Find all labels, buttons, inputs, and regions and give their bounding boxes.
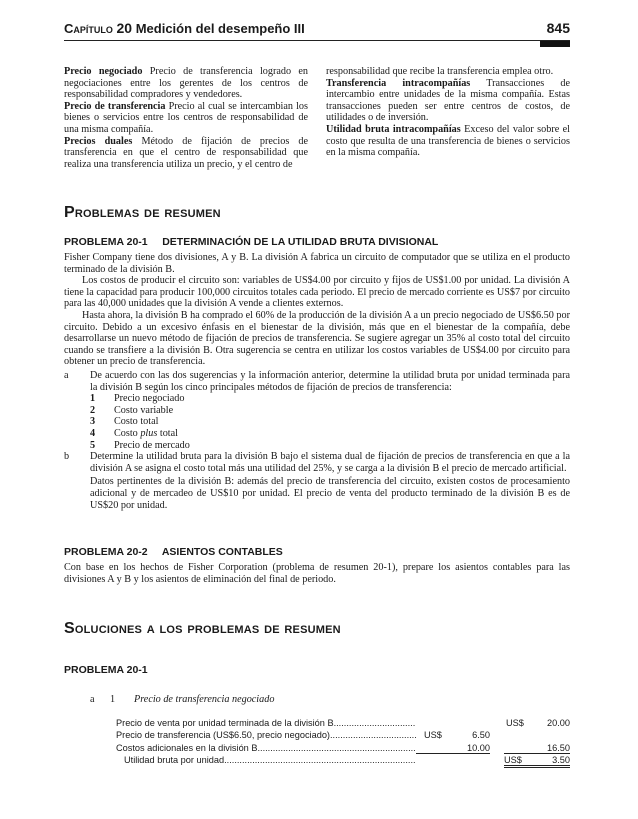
row-description: Utilidad bruta por unidad ..... xyxy=(124,755,416,765)
table-row xyxy=(116,730,570,742)
glossary-entry xyxy=(64,101,308,136)
method-number: 1 xyxy=(90,393,96,405)
column-2-currency: US$ xyxy=(506,718,524,728)
solution-1-title: PROBLEMA 20-1 xyxy=(64,664,148,676)
glossary xyxy=(64,66,570,170)
method-label: Precio de mercado xyxy=(114,439,190,451)
glossary-definition: Precio al cual se intercambian los bienes o servicios entre los centros de responsabilidad de una misma compañía. xyxy=(64,100,308,135)
section-title-problems: Problemas de resumen xyxy=(64,204,221,221)
gross-profit-table xyxy=(116,718,570,768)
question-label: b xyxy=(64,451,70,463)
method-label-post: total xyxy=(157,427,178,439)
page-header xyxy=(64,20,570,42)
method-number: 2 xyxy=(90,404,96,416)
method-item xyxy=(90,405,570,417)
solution-a-heading xyxy=(90,694,275,705)
column-1-amount: 10.00 xyxy=(416,743,490,754)
column-2-amount: 20.00 xyxy=(547,718,570,728)
method-label xyxy=(114,428,178,440)
glossary-left-column xyxy=(64,66,308,170)
glossary-entry xyxy=(326,66,570,78)
problem-1-title: PROBLEMA 20-1 DETERMINACIÓN DE LA UTILIDAD BRUTA DIVISIONAL xyxy=(64,236,439,248)
solution-item-title: Precio de transferencia negociado xyxy=(134,694,275,705)
row-description: Precio de transferencia (US$6.50, precio negociado) ..... xyxy=(116,730,416,740)
division-b-data: Datos pertinentes de la división B: además del precio de transferencia del circuito, existen costos de procesamiento adicional y de mercadeo de US$10 por unidad. El precio de venta del producto terminado de la división B es de US$20 por unidad. xyxy=(90,476,570,511)
question-text: De acuerdo con las dos sugerencias y la información anterior, determine la utilidad bruta por unidad terminada para la división B según los cinco principales métodos de fijación de precios de transferencia: xyxy=(90,370,570,393)
problem-2-title: PROBLEMA 20-2 ASIENTOS CONTABLES xyxy=(64,546,283,558)
method-label: Costo variable xyxy=(114,404,174,416)
problem-1-paragraph-3: Hasta ahora, la división B ha comprado el 60% de la producción de la división A a un precio negociado de US$6.50 por circuito. Debido a un excesivo énfasis en el bienestar de la división, más que en el bienestar de la compañía, debe desarrollarse un nuevo método de fijación de precios de transferencia. Se sugiere agregar un 35% al costo total del circuito cuando se transfiere a la división B. Otra sugerencia se centra en utilizar los costos variables de US$4.00 por circuito para obtener un precio de transferencia. xyxy=(64,309,570,368)
question-a xyxy=(64,370,570,393)
column-1-currency: US$ xyxy=(424,730,442,741)
problem-1-statement xyxy=(64,252,570,368)
method-label-pre: Costo xyxy=(114,427,141,439)
problem-2-statement xyxy=(64,562,570,585)
glossary-definition: Precio de transferencia logrado en negociaciones entre los gerentes de los centros de responsabilidad compradores y vendedores. xyxy=(64,66,309,101)
column-2-currency: US$ xyxy=(504,755,522,766)
chapter-title: Medición del desempeño III xyxy=(135,21,305,36)
method-item xyxy=(90,428,570,440)
row-description: Costos adicionales en la división B ..... xyxy=(116,743,416,753)
glossary-entry xyxy=(326,124,570,159)
method-item xyxy=(90,393,570,405)
section-title-solutions: Soluciones a los problemas de resumen xyxy=(64,620,341,637)
problem-1-questions xyxy=(64,370,570,511)
table-row xyxy=(116,743,570,755)
glossary-term: Transferencia intracompañías xyxy=(326,77,471,89)
problem-1-paragraph-2: Los costos de producir el circuito son: variables de US$4.00 por circuito y fijos de US$1.00 por unidad. La división A tiene la capacidad para producir 100,000 circuitos totales cada periodo. El precio de mercado corriente es US$7 por circuito para las 40,000 unidades que la división A vende a clientes externos. xyxy=(64,275,570,310)
method-number: 5 xyxy=(90,439,96,451)
solution-a-label: a xyxy=(90,694,95,705)
glossary-term: Precio negociado xyxy=(64,66,143,77)
problem-2-text: Con base en los hechos de Fisher Corporation (problema de resumen 20-1), prepare los asientos contables para las divisiones A y B y los asientos de eliminación del final de periodo. xyxy=(64,562,570,585)
glossary-entry xyxy=(64,136,308,171)
glossary-term: Precios duales xyxy=(64,135,133,147)
glossary-term: Utilidad bruta intracompañías xyxy=(326,123,461,135)
solution-item-number: 1 xyxy=(110,694,116,705)
glossary-definition: Método de fijación de precios de transferencia en que el centro de responsabilidad que realiza una transferencia utiliza un precio, y el centro de xyxy=(64,135,309,170)
glossary-definition: Exceso del valor sobre el costo que resulta de una transferencia de bienes o servicios en la misma compañía. xyxy=(326,123,570,159)
chapter-number: 20 xyxy=(116,20,133,36)
glossary-definition: responsabilidad que recibe la transferencia emplea otro. xyxy=(326,66,554,77)
header-rule xyxy=(64,40,570,41)
method-label: Precio negociado xyxy=(114,393,185,405)
table-row xyxy=(116,755,570,767)
table-row xyxy=(116,718,570,730)
glossary-right-column xyxy=(326,66,570,170)
column-1-amount: 6.50 xyxy=(472,730,490,741)
column-2-amount: 16.50 xyxy=(504,743,570,754)
row-description: Precio de venta por unidad terminada de la división B ..... xyxy=(116,718,416,728)
chapter-prefix: Capítulo xyxy=(64,21,113,36)
header-bar xyxy=(540,41,570,47)
glossary-term: Precio de transferencia xyxy=(64,100,166,112)
column-2-amount: 3.50 xyxy=(504,755,570,768)
question-b xyxy=(64,451,570,474)
glossary-entry xyxy=(326,78,570,124)
chapter-heading xyxy=(64,20,305,36)
method-label-emphasis: plus xyxy=(140,427,158,439)
method-item xyxy=(90,440,570,452)
method-item xyxy=(90,416,570,428)
problem-1-paragraph-1: Fisher Company tiene dos divisiones, A y B. La división A fabrica un circuito de computador que se utiliza en el producto terminado de la división B. xyxy=(64,252,570,275)
glossary-definition: Transacciones de intercambio entre unidades de la misma compañía. Estas transacciones pueden ser entre centros de costos, de utilidades o de inversión. xyxy=(326,77,570,124)
method-number: 3 xyxy=(90,416,96,428)
page-number: 845 xyxy=(546,20,570,36)
method-label: Costo total xyxy=(114,416,159,428)
glossary-entry xyxy=(64,66,308,101)
question-text: Determine la utilidad bruta para la división B bajo el sistema dual de fijación de precios de transferencia en que a la división A se asigna el costo total más una utilidad del 25%, y se carga a la división B el precio de mercado artificial. xyxy=(90,451,570,474)
method-number: 4 xyxy=(90,427,96,439)
question-label: a xyxy=(64,370,69,381)
